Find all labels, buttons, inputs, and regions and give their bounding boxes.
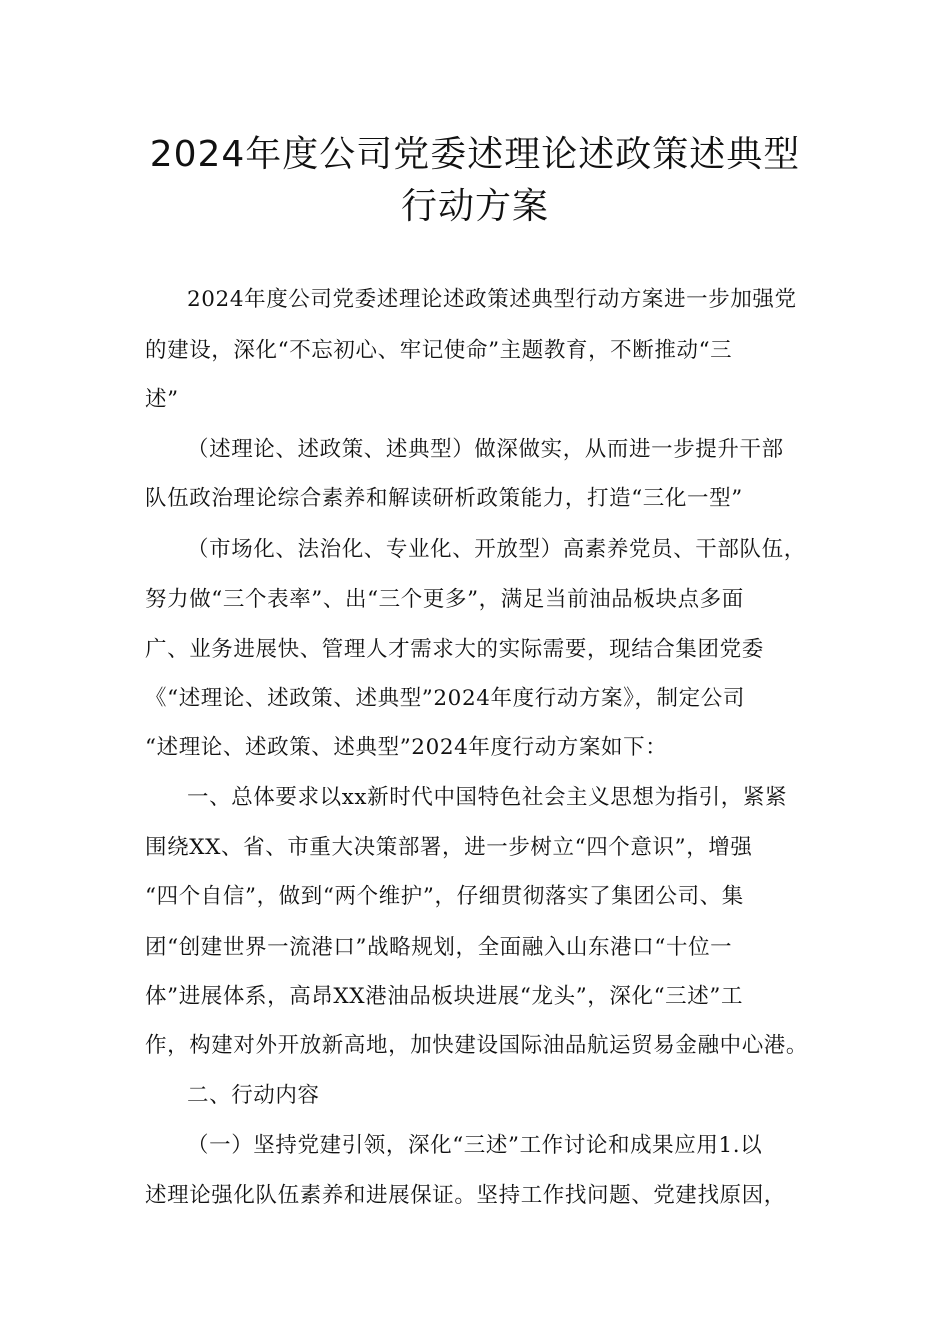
paragraph-line: 一、总体要求以xx新时代中国特色社会主义思想为指引，紧紧 [187, 785, 788, 810]
paragraph-line: 述理论强化队伍素养和进展保证。坚持工作找问题、党建找原因， [145, 1183, 786, 1208]
paragraph-line: （一）坚持党建引领，深化“三述”工作讨论和成果应用1.以 [187, 1133, 763, 1158]
paragraph-line: 述” [145, 387, 179, 412]
paragraph-line: （市场化、法治化、专业化、开放型）高素养党员、干部队伍， [187, 537, 806, 562]
paragraph-line: （述理论、述政策、述典型）做深做实，从而进一步提升干部 [187, 437, 784, 462]
paragraph-line: “述理论、述政策、述典型”2024年度行动方案如下： [145, 735, 668, 760]
section-heading: 二、行动内容 [187, 1083, 320, 1108]
paragraph-line: 围绕XX、省、市重大决策部署，进一步树立“四个意识”，增强 [145, 835, 753, 860]
document-title-line-2: 行动方案 [400, 186, 549, 227]
paragraph-line: 《“述理论、述政策、述典型”2024年度行动方案》，制定公司 [145, 686, 745, 711]
paragraph-line: 的建设，深化“不忘初心、牢记使命”主题教育，不断推动“三 [145, 338, 733, 363]
paragraph-line: 团“创建世界一流港口”战略规划，全面融入山东港口“十位一 [145, 935, 733, 960]
paragraph-line: 体”进展体系，高昂XX港油品板块进展“龙头”，深化“三述”工 [145, 984, 744, 1009]
paragraph-line: 广、业务进展快、管理人才需求大的实际需要，现结合集团党委 [145, 637, 764, 662]
paragraph-line: 努力做“三个表率”、出“三个更多”，满足当前油品板块点多面 [145, 587, 744, 612]
paragraph-line: 作，构建对外开放新高地，加快建设国际油品航运贸易金融中心港。 [145, 1033, 809, 1058]
paragraph-line: “四个自信”，做到“两个维护”，仔细贯彻落实了集团公司、集 [145, 884, 744, 909]
paragraph-line: 2024年度公司党委述理论述政策述典型行动方案进一步加强党 [187, 287, 797, 312]
document-title-line-1: 2024年度公司党委述理论述政策述典型 [149, 134, 801, 175]
paragraph-line: 队伍政治理论综合素养和解读研析政策能力，打造“三化一型” [145, 486, 743, 511]
